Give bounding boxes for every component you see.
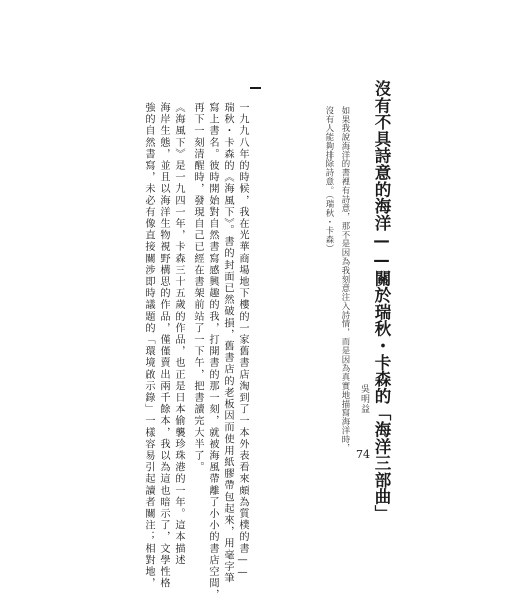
body-line: 強的自然書寫，未必有像直接關涉即時議題的「環境啟示錄」一樣容易引起讀者關注；相對地， xyxy=(143,102,154,590)
body-line: 瑞秋・卡森的《海風下》。書的封面已然破損，舊書店的老板因而使用紙膠帶包起來，用毫字筆 xyxy=(222,102,233,585)
section-mark xyxy=(250,87,261,89)
body-line: 一九九八年的時候，我在光華商場地下樓的一家舊書店淘到了一本外表看來頗為質樸的書—— xyxy=(237,102,248,580)
body-line: 海岸生態，並且以海洋生物視野構思的作品，僅僅賣出兩千餘本，我以為這也暗示了，文學性格 xyxy=(158,102,169,590)
epigraph-line: 沒有人能夠排除詩意。（瑞秋・卡森） xyxy=(325,106,335,253)
body-line: 寫上書名。彼時開始對自然書寫感興趣的我，打開書的那一刻，就被海風帶離了小小的書店空間， xyxy=(207,102,218,601)
epigraph-line: 如果我說海洋的書裡有詩意，那不是因為我刻意注入詩情，而是因為真實地描寫海洋時， xyxy=(341,106,351,453)
chapter-title: 沒有不具詩意的海洋——關於瑞秋・卡森的「海洋三部曲」 xyxy=(372,80,391,522)
page-number: 74 xyxy=(356,448,370,461)
author-name: 吳明益 xyxy=(359,384,369,414)
body-line: 再下一刻清醒時，發現自己已經在書架前站了一下午，把書讀完大半了。 xyxy=(192,102,203,474)
body-line: 《海風下》是一九四一年，卡森三十五歲的作品，也正是日本偷襲珍珠港的一年。這本描述 xyxy=(173,102,184,566)
